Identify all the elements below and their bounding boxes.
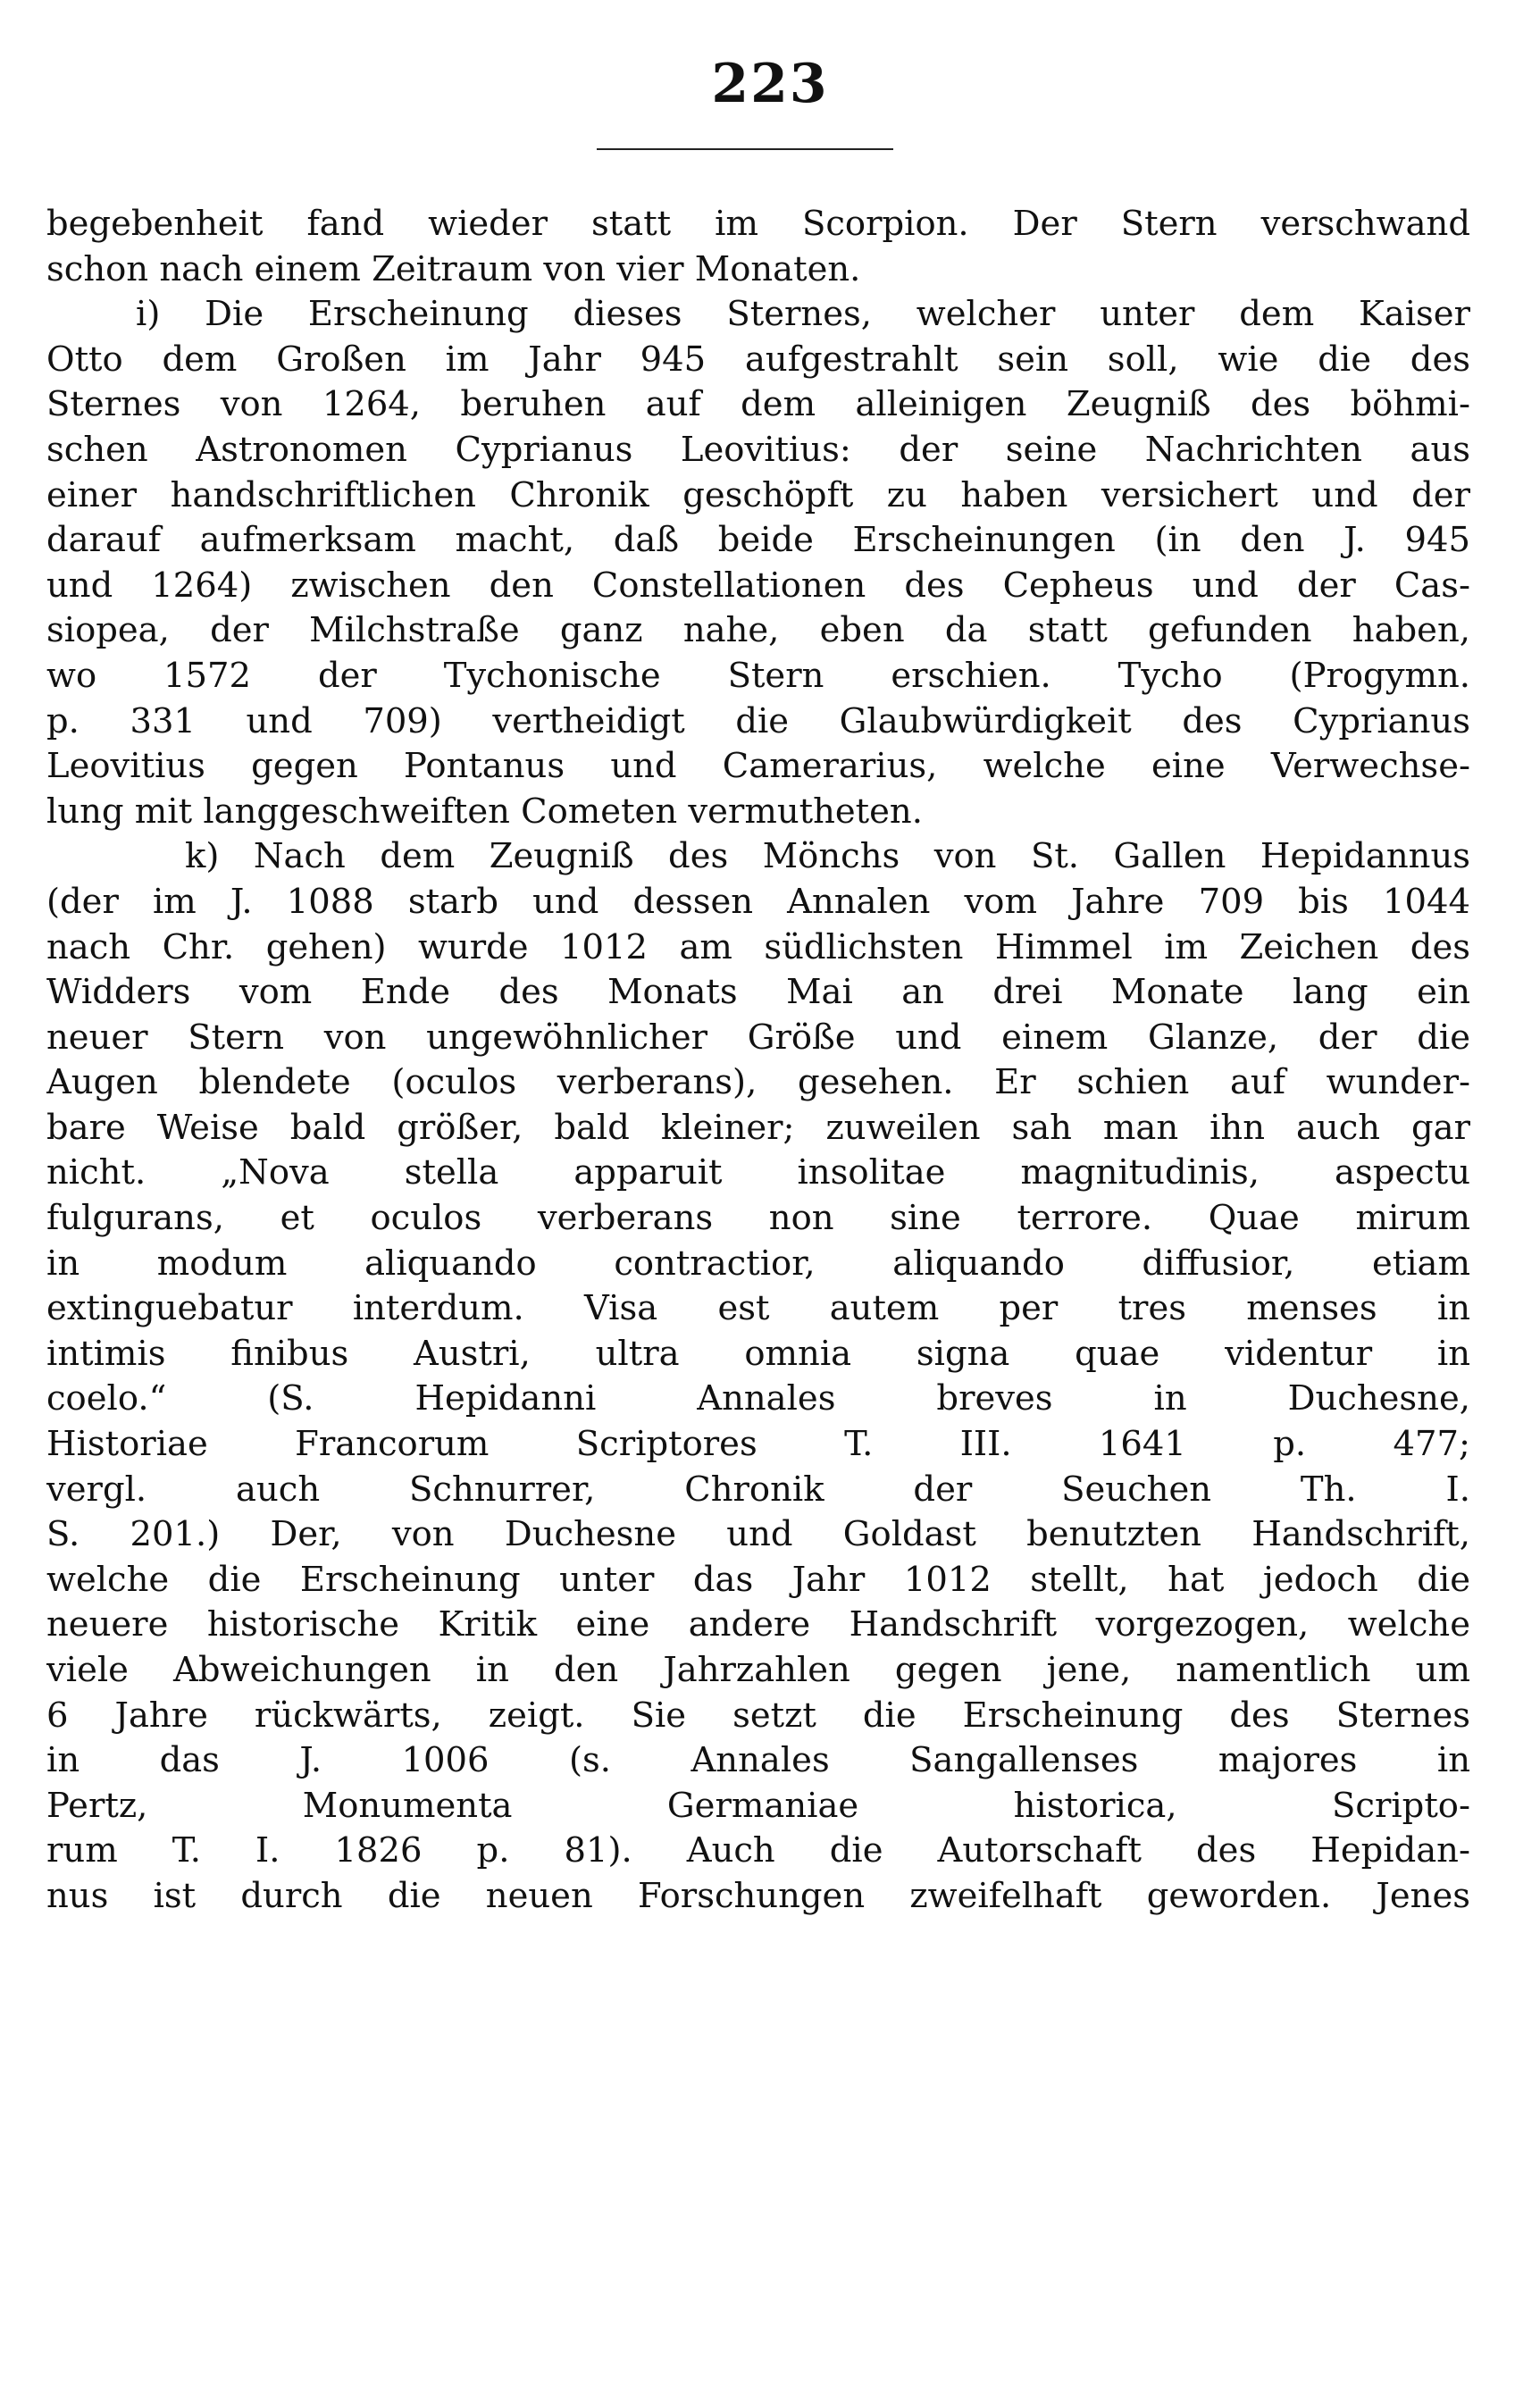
- text-line: coelo.“ (S. Hepidanni Annales breves in Duchesne,: [46, 1378, 1470, 1419]
- text-line: bare Weise bald größer, bald kleiner; zuweilen sah man ihn auch gar: [46, 1107, 1470, 1148]
- text-line: intimis finibus Austri, ultra omnia signa quae videntur in: [46, 1333, 1470, 1374]
- text-line: in modum aliquando contractior, aliquando diffusior, etiam: [46, 1243, 1470, 1284]
- text-line: Pertz, Monumenta Germaniae historica, Scripto-: [46, 1785, 1470, 1826]
- text-line: Sternes von 1264, beruhen auf dem alleinigen Zeugniß des böhmi-: [46, 384, 1470, 425]
- text-line: neuer Stern von ungewöhnlicher Größe und einem Glanze, der die: [46, 1017, 1470, 1058]
- text-line: extinguebatur interdum. Visa est autem per tres menses in: [46, 1288, 1470, 1329]
- text-line: viele Abweichungen in den Jahrzahlen gegen jene, namentlich um: [46, 1650, 1470, 1690]
- text-line: nus ist durch die neuen Forschungen zweifelhaft geworden. Jenes: [46, 1875, 1470, 1916]
- text-line: vergl. auch Schnurrer, Chronik der Seuchen Th. I.: [46, 1469, 1470, 1510]
- text-line: neuere historische Kritik eine andere Handschrift vorgezogen, welche: [46, 1604, 1470, 1645]
- text-line: schen Astronomen Cyprianus Leovitius: der seine Nachrichten aus: [46, 429, 1470, 470]
- text-line: rum T. I. 1826 p. 81). Auch die Autorschaft des Hepidan-: [46, 1830, 1470, 1871]
- text-line: (der im J. 1088 starb und dessen Annalen vom Jahre 709 bis 1044: [46, 881, 1470, 922]
- text-line: begebenheit fand wieder statt im Scorpion. Der Stern verschwand: [46, 204, 1470, 244]
- text-line: einer handschriftlichen Chronik geschöpft zu haben versichert und der: [46, 474, 1470, 515]
- text-line: Historiae Francorum Scriptores T. III. 1641 p. 477;: [46, 1424, 1470, 1465]
- text-line: schon nach einem Zeitraum von vier Monaten.: [46, 248, 861, 289]
- text-line: siopea, der Milchstraße ganz nahe, eben da statt gefunden haben,: [46, 610, 1470, 651]
- text-line: 6 Jahre rückwärts, zeigt. Sie setzt die Erscheinung des Sternes: [46, 1695, 1470, 1736]
- text-line: Widders vom Ende des Monats Mai an drei Monate lang ein: [46, 972, 1470, 1013]
- text-line: und 1264) zwischen den Constellationen des Cepheus und der Cas-: [46, 565, 1470, 606]
- note-k-first-line: k) Nach dem Zeugniß des Mönchs von St. Gallen Hepidannus: [185, 836, 1470, 877]
- note-i-first-line: i) Die Erscheinung dieses Sternes, welcher unter dem Kaiser: [136, 294, 1470, 335]
- text-line: in das J. 1006 (s. Annales Sangallenses majores in: [46, 1740, 1470, 1781]
- text-line: darauf aufmerksam macht, daß beide Erscheinungen (in den J. 945: [46, 520, 1470, 561]
- header-rule: [597, 148, 893, 150]
- text-line: Augen blendete (oculos verberans), gesehen. Er schien auf wunder-: [46, 1062, 1470, 1103]
- text-line: lung mit langgeschweiften Cometen vermutheten.: [46, 791, 923, 832]
- text-line: nach Chr. gehen) wurde 1012 am südlichsten Himmel im Zeichen des: [46, 926, 1470, 967]
- text-line: p. 331 und 709) vertheidigt die Glaubwürdigkeit des Cyprianus: [46, 700, 1470, 741]
- body-text: [46, 202, 1470, 1920]
- text-line: Otto dem Großen im Jahr 945 aufgestrahlt sein soll, wie die des: [46, 339, 1470, 380]
- text-line: Leovitius gegen Pontanus und Camerarius, welche eine Verwechse-: [46, 746, 1470, 787]
- text-line: welche die Erscheinung unter das Jahr 1012 stellt, hat jedoch die: [46, 1559, 1470, 1600]
- text-line: nicht. „Nova stella apparuit insolitae magnitudinis, aspectu: [46, 1152, 1470, 1193]
- page-number: 223: [711, 53, 829, 115]
- text-line: S. 201.) Der, von Duchesne und Goldast benutzten Handschrift,: [46, 1514, 1470, 1555]
- text-line: wo 1572 der Tychonische Stern erschien. Tycho (Progymn.: [46, 655, 1470, 696]
- text-line: fulgurans, et oculos verberans non sine terrore. Quae mirum: [46, 1198, 1470, 1239]
